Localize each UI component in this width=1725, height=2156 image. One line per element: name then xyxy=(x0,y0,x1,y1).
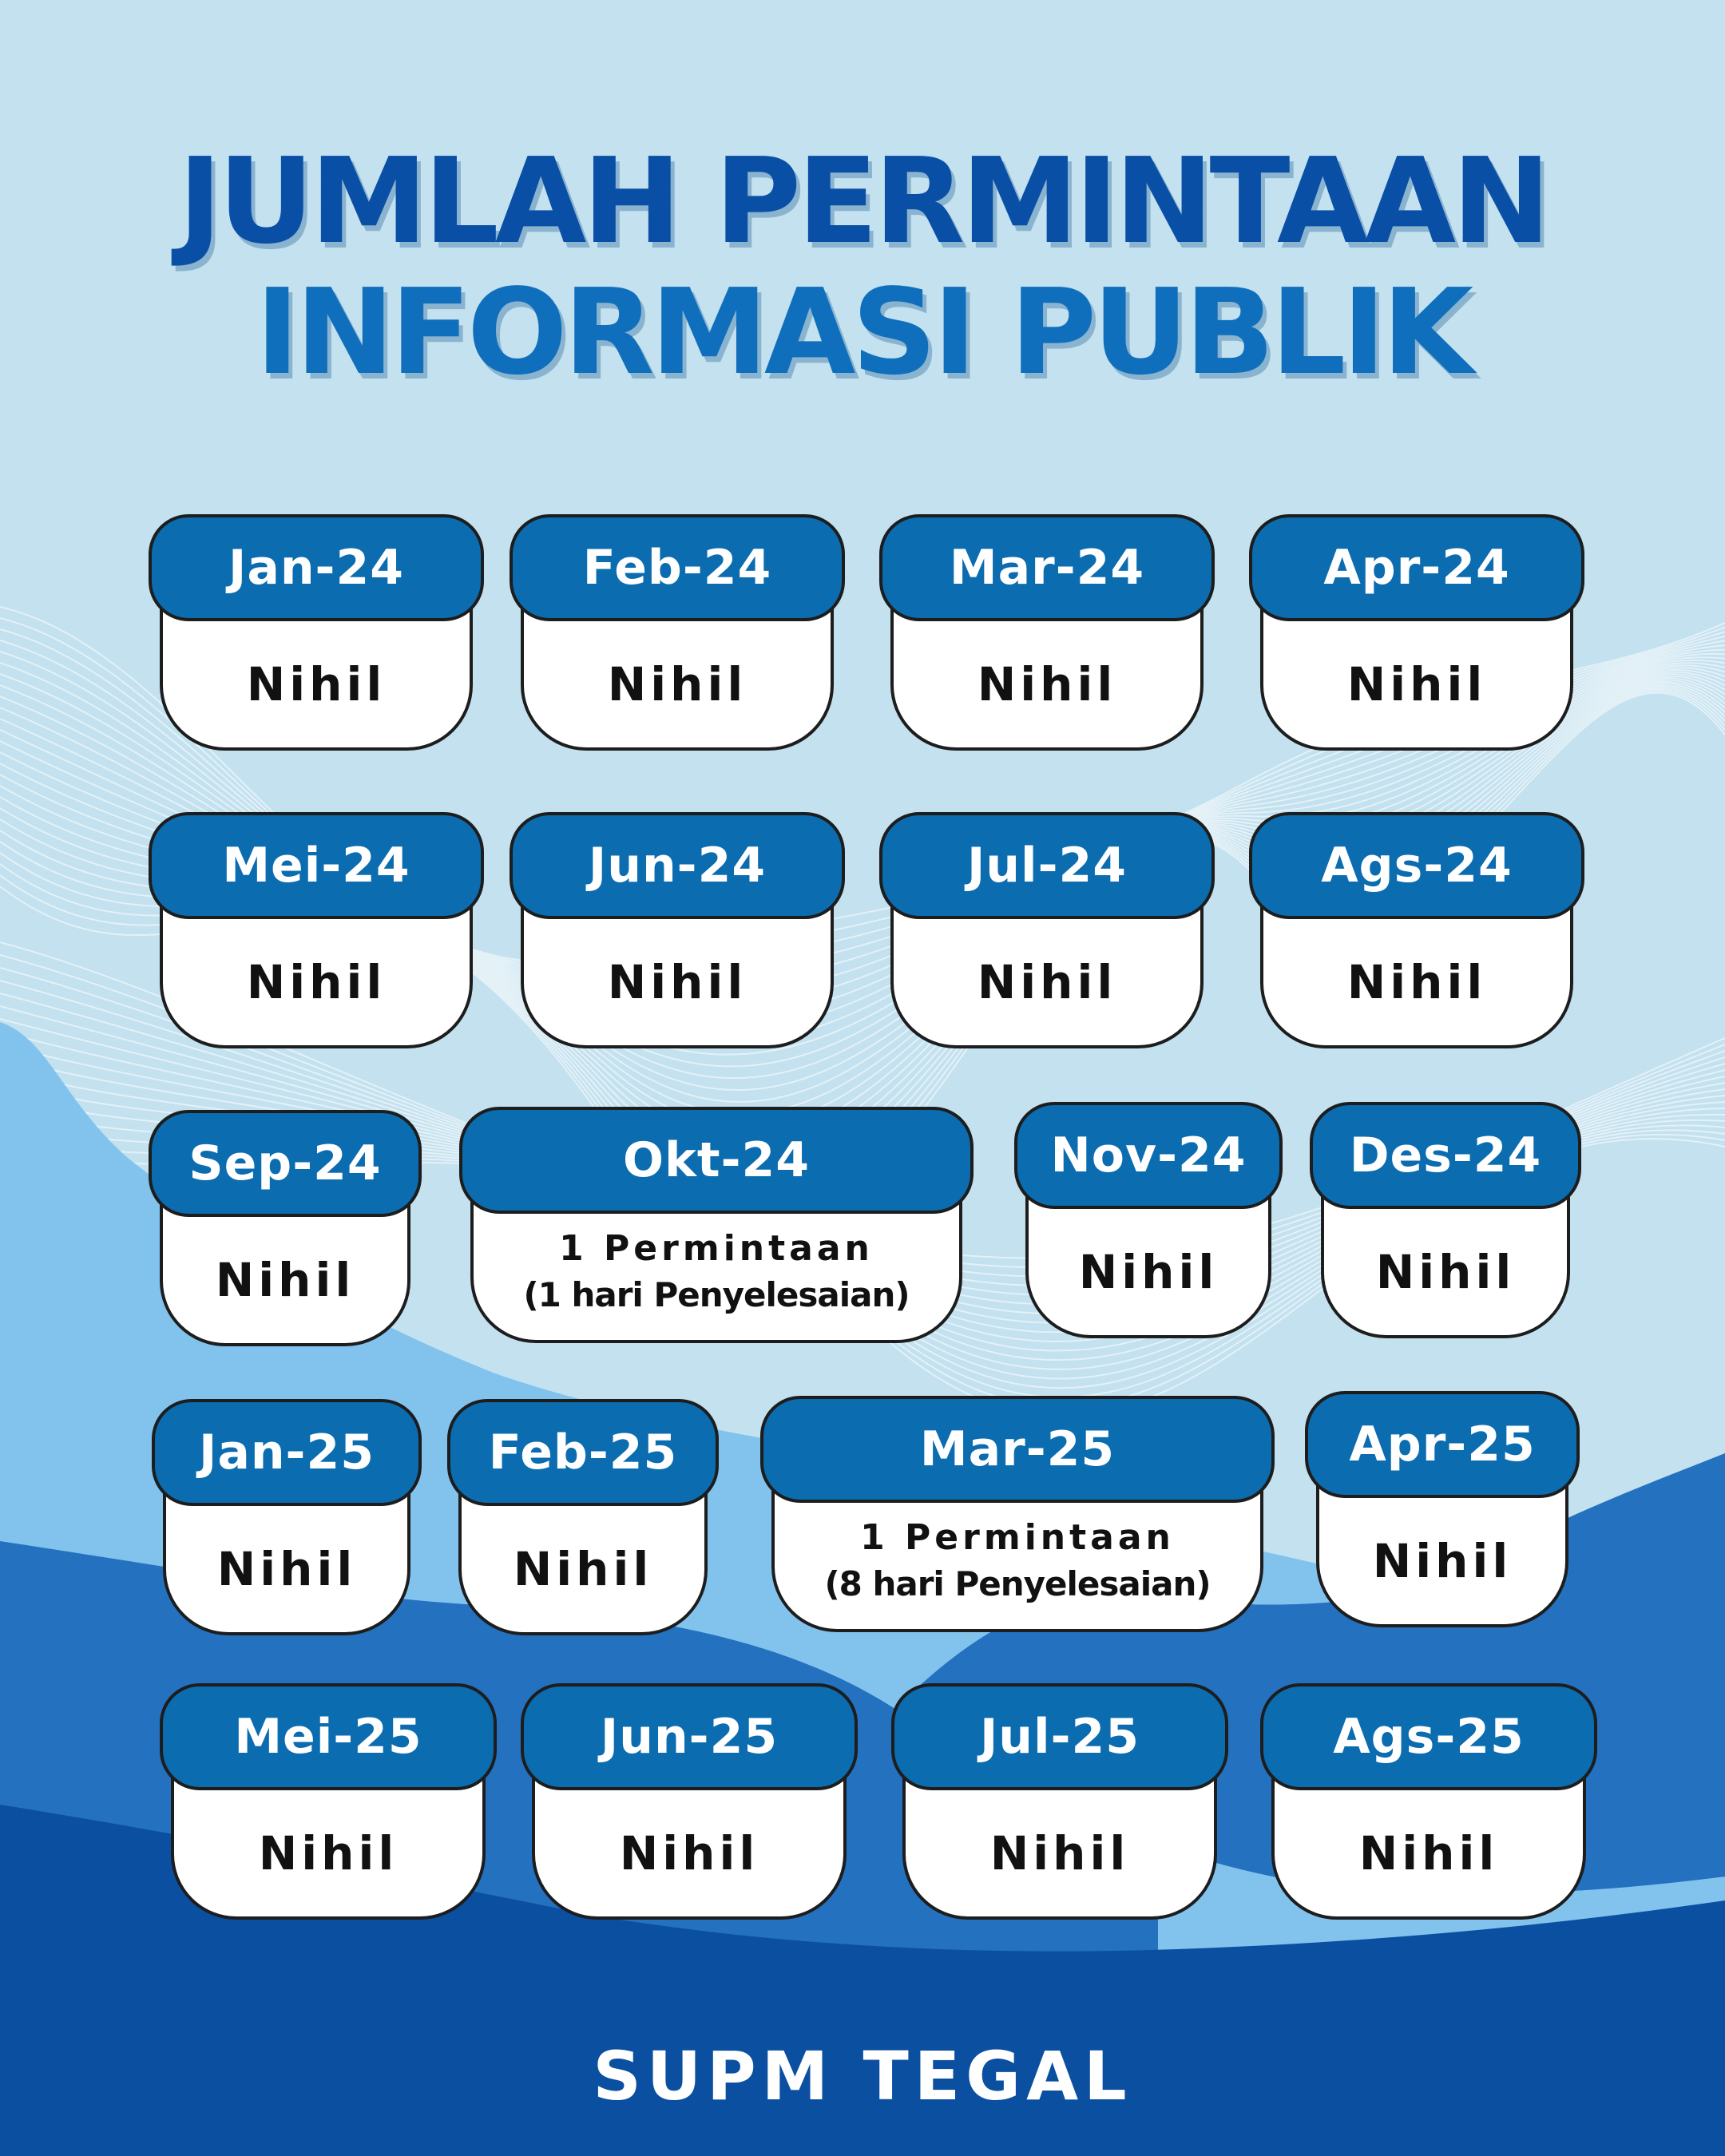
card-header: Jan-24 xyxy=(149,514,484,621)
title-line-1: JUMLAH PERMINTAAN xyxy=(178,133,1547,270)
card-header: Ags-24 xyxy=(1249,812,1584,919)
month-card xyxy=(521,1683,858,1920)
card-value: Nihil xyxy=(607,657,748,711)
card-header: Mar-24 xyxy=(879,514,1215,621)
card-value: Nihil xyxy=(1358,1826,1499,1881)
card-value: Nihil xyxy=(977,657,1117,711)
card-value: Nihil xyxy=(513,1542,653,1596)
month-card xyxy=(879,514,1215,751)
card-value: 1 Permintaan xyxy=(559,1228,874,1269)
footer-org-name: SUPM TEGAL xyxy=(593,2037,1132,2115)
month-card xyxy=(760,1396,1275,1632)
card-header: Jun-25 xyxy=(521,1683,858,1790)
month-card xyxy=(152,1399,422,1635)
card-value: Nihil xyxy=(246,955,387,1009)
card-value: Nihil xyxy=(1346,955,1487,1009)
card-value: Nihil xyxy=(215,1253,355,1307)
card-value: Nihil xyxy=(619,1826,759,1881)
card-value: Nihil xyxy=(258,1826,399,1881)
month-card xyxy=(1305,1391,1580,1627)
card-header: Jun-24 xyxy=(510,812,845,919)
card-value: Nihil xyxy=(989,1826,1130,1881)
card-value: Nihil xyxy=(1372,1534,1513,1588)
card-header: Nov-24 xyxy=(1014,1102,1283,1209)
month-card xyxy=(160,1683,497,1920)
month-card xyxy=(149,812,484,1048)
card-header: Jan-25 xyxy=(152,1399,422,1506)
card-header: Apr-24 xyxy=(1249,514,1584,621)
card-header: Ags-25 xyxy=(1260,1683,1597,1790)
card-header: Des-24 xyxy=(1310,1102,1581,1209)
card-detail: (1 hari Penyelesaian) xyxy=(523,1275,910,1314)
card-value: Nihil xyxy=(246,657,387,711)
card-value: Nihil xyxy=(1346,657,1487,711)
card-header: Sep-24 xyxy=(149,1110,422,1217)
month-card xyxy=(891,1683,1228,1920)
card-header: Mei-25 xyxy=(160,1683,497,1790)
card-value-group xyxy=(824,1515,1210,1607)
card-header: Apr-25 xyxy=(1305,1391,1580,1498)
card-value: Nihil xyxy=(1375,1245,1516,1299)
month-card xyxy=(149,514,484,751)
card-header: Okt-24 xyxy=(459,1107,974,1214)
card-header: Jul-24 xyxy=(879,812,1215,919)
card-header: Mar-25 xyxy=(760,1396,1275,1503)
card-value: Nihil xyxy=(977,955,1117,1009)
month-card xyxy=(1014,1102,1283,1338)
title-line-2: INFORMASI PUBLIK xyxy=(255,264,1470,401)
month-card xyxy=(1249,514,1584,751)
card-header: Jul-25 xyxy=(891,1683,1228,1790)
card-header: Mei-24 xyxy=(149,812,484,919)
card-value: Nihil xyxy=(1078,1245,1219,1299)
month-card xyxy=(459,1107,974,1343)
card-header: Feb-25 xyxy=(447,1399,719,1506)
month-card xyxy=(149,1110,422,1346)
month-card xyxy=(510,812,845,1048)
month-card xyxy=(1260,1683,1597,1920)
card-header: Feb-24 xyxy=(510,514,845,621)
month-card xyxy=(879,812,1215,1048)
card-value: Nihil xyxy=(607,955,748,1009)
month-card xyxy=(447,1399,719,1635)
card-value: 1 Permintaan xyxy=(860,1517,1175,1558)
month-card xyxy=(510,514,845,751)
card-value-group xyxy=(523,1226,909,1318)
card-value: Nihil xyxy=(216,1542,357,1596)
month-card xyxy=(1249,812,1584,1048)
month-card xyxy=(1310,1102,1581,1338)
card-detail: (8 hari Penyelesaian) xyxy=(824,1564,1211,1603)
